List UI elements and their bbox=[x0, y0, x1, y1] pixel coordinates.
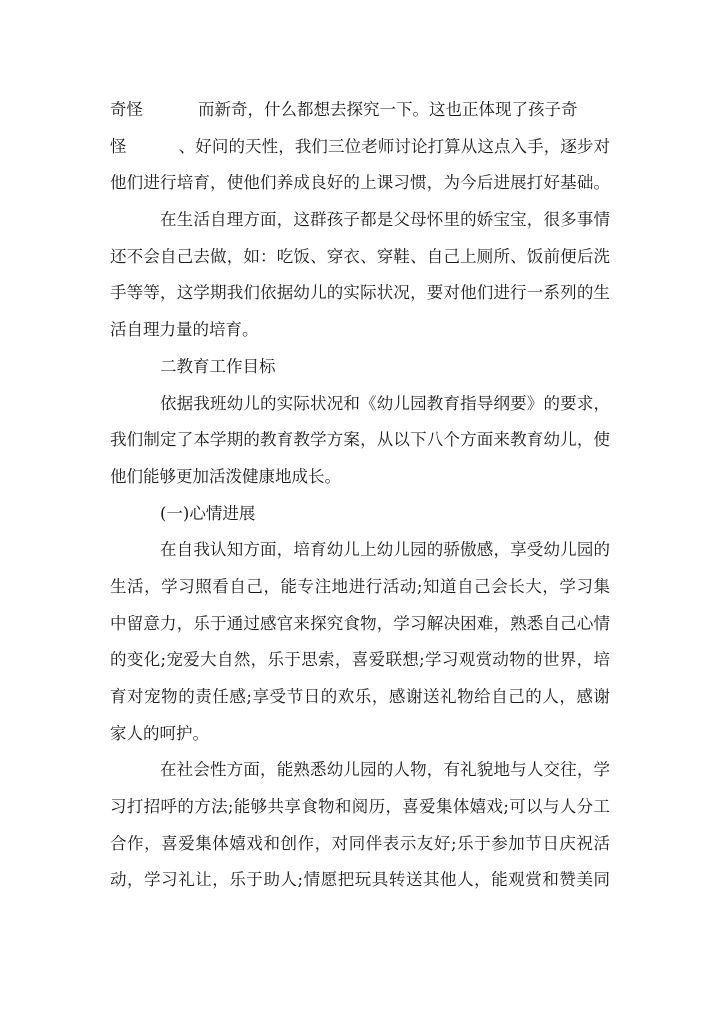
text-line: 活自理力量的培育。 bbox=[110, 320, 259, 340]
paragraph-start-line: 依据我班幼儿的实际状况和《幼儿园教育指导纲要》的要求， bbox=[160, 393, 610, 413]
text-line: 的变化;宠爱大自然，乐于思索，喜爱联想;学习观赏动物的世界，培 bbox=[110, 650, 610, 670]
text-line: 他们能够更加活泼健康地成长。 bbox=[110, 466, 341, 486]
text-line: 育对宠物的责任感;享受节日的欢乐，感谢送礼物给自己的人，感谢 bbox=[110, 687, 610, 706]
text-line: 手等等，这学期我们依据幼儿的实际状况，要对他们进行一系列的生 bbox=[110, 283, 610, 303]
text-line: 习打招呼的方法;能够共享食物和阅历，喜爱集体嬉戏;可以与人分工 bbox=[110, 797, 610, 817]
document-body bbox=[110, 92, 610, 899]
text-line-2 bbox=[110, 129, 610, 166]
section-heading: 二教育工作目标 bbox=[160, 356, 276, 376]
text-line: 家人的呵护。 bbox=[110, 723, 209, 743]
text-line: 还不会自己去做，如：吃饭、穿衣、穿鞋、自己上厕所、饭前便后洗 bbox=[110, 246, 610, 266]
text-line-3: 他们进行培育，使他们养成良好的上课习惯，为今后进展打好基础。 bbox=[110, 173, 610, 193]
paragraph-start-line: 在社会性方面，能熟悉幼儿园的人物，有礼貌地与人交往，学 bbox=[160, 760, 610, 780]
paragraph-start-line: 在生活自理方面，这群孩子都是父母怀里的娇宝宝，很多事情 bbox=[160, 210, 610, 230]
text-line: 合作，喜爱集体嬉戏和创作，对同伴表示友好;乐于参加节日庆祝活 bbox=[110, 833, 610, 853]
text-line: 生活，学习照看自己，能专注地进行活动;知道自己会长大，学习集 bbox=[110, 576, 610, 596]
text-line: 中留意力，乐于通过感官来探究食物，学习解决困难，熟悉自己心情 bbox=[110, 613, 610, 633]
text-line: 我们制定了本学期的教育教学方案，从以下八个方面来教育幼儿，使 bbox=[110, 430, 610, 450]
text-fragment: 、好问的天性，我们三位老师讨论打算从这点入手，逐步对 bbox=[178, 136, 611, 156]
paragraph-start-line: 在自我认知方面，培育幼儿上幼儿园的骄傲感，享受幼儿园的 bbox=[160, 540, 610, 560]
text-line-1 bbox=[110, 92, 610, 129]
text-fragment: 而新奇，什么都想去探究一下。这也正体现了孩子奇 bbox=[198, 100, 578, 119]
text-line: 动，学习礼让，乐于助人;情愿把玩具转送其他人，能观赏和赞美同 bbox=[110, 870, 610, 890]
text-fragment: 怪 bbox=[110, 136, 127, 156]
text-fragment: 奇怪 bbox=[110, 100, 143, 119]
subsection-heading: (一)心情进展 bbox=[160, 503, 256, 523]
